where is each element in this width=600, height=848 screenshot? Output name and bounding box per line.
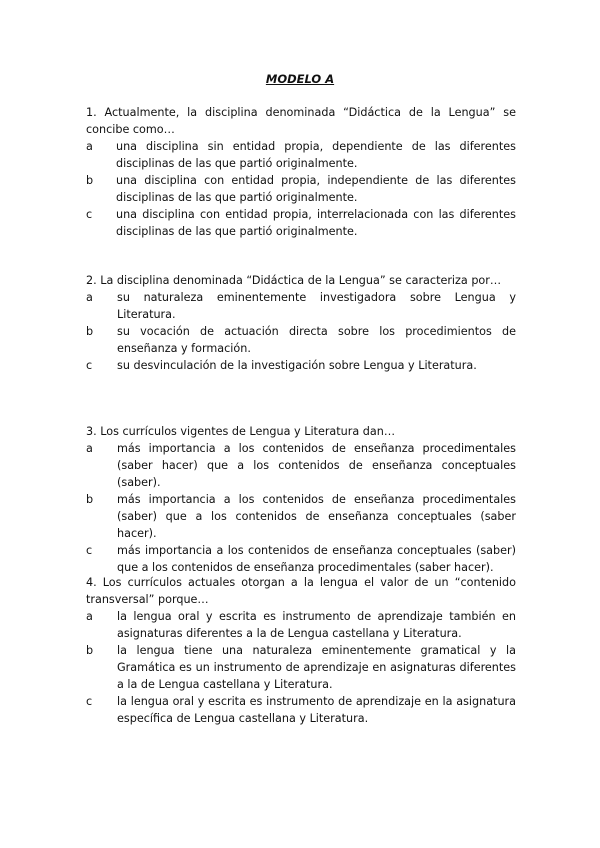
option-text: una disciplina con entidad propia, independiente de las diferentes disciplinas de las que partió originalmente. [116,174,516,204]
option-letter: b [86,644,94,657]
option-letter: b [86,174,94,187]
page-title: MODELO A [265,72,335,86]
option-letter: a [86,140,93,153]
question-text: 3. Los currículos vigentes de Lengua y Literatura dan… [86,425,396,438]
option-a [86,289,516,323]
option-letter: c [86,695,93,708]
option-letter: c [86,359,93,372]
option-letter: b [86,325,94,338]
option-letter: a [86,610,93,623]
option-c [86,357,516,374]
option-b [86,323,516,357]
option-letter: b [86,493,94,506]
option-c [86,206,516,240]
question-4 [86,574,516,727]
question-text: 1. Actualmente, la disciplina denominada “Didáctica de la Lengua” se concibe como… [86,106,516,136]
question-1 [86,104,516,240]
option-letter: a [86,291,93,304]
option-text: su naturaleza eminentemente investigadora sobre Lengua y Literatura. [117,291,516,321]
option-c [86,693,516,727]
option-text: más importancia a los contenidos de enseñanza conceptuales (saber) que a los contenidos de enseñanza procedimentales (saber hacer). [117,544,516,574]
option-text: la lengua tiene una naturaleza eminentemente gramatical y la Gramática es un instrumento de aprendizaje en asignaturas diferentes a la de Lengua castellana y Literatura. [117,644,516,691]
option-letter: c [86,544,93,557]
question-3 [86,423,516,576]
option-text: más importancia a los contenidos de enseñanza procedimentales (saber) que a los contenidos de enseñanza conceptuales (saber hacer). [117,493,516,540]
option-a [86,138,516,172]
question-text: 4. Los currículos actuales otorgan a la lengua el valor de un “contenido transversal” porque… [86,576,516,606]
option-letter: a [86,442,93,455]
option-c [86,542,516,576]
question-2 [86,272,516,374]
option-text: la lengua oral y escrita es instrumento de aprendizaje también en asignaturas diferentes a la de Lengua castellana y Literatura. [117,610,516,640]
option-text: una disciplina sin entidad propia, dependiente de las diferentes disciplinas de las que partió originalmente. [116,140,516,170]
option-b [86,172,516,206]
option-letter: c [86,208,93,221]
option-text: más importancia a los contenidos de enseñanza procedimentales (saber hacer) que a los contenidos de enseñanza conceptuales (saber). [117,442,516,489]
option-b [86,642,516,693]
option-text: la lengua oral y escrita es instrumento de aprendizaje en la asignatura específica de Lengua castellana y Literatura. [117,695,516,725]
option-a [86,440,516,491]
option-a [86,608,516,642]
option-text: su vocación de actuación directa sobre los procedimientos de enseñanza y formación. [117,325,516,355]
question-text: 2. La disciplina denominada “Didáctica de la Lengua” se caracteriza por… [86,274,502,287]
option-text: su desvinculación de la investigación sobre Lengua y Literatura. [117,359,477,372]
option-b [86,491,516,542]
option-text: una disciplina con entidad propia, interrelacionada con las diferentes disciplinas de las que partió originalmente. [116,208,516,238]
